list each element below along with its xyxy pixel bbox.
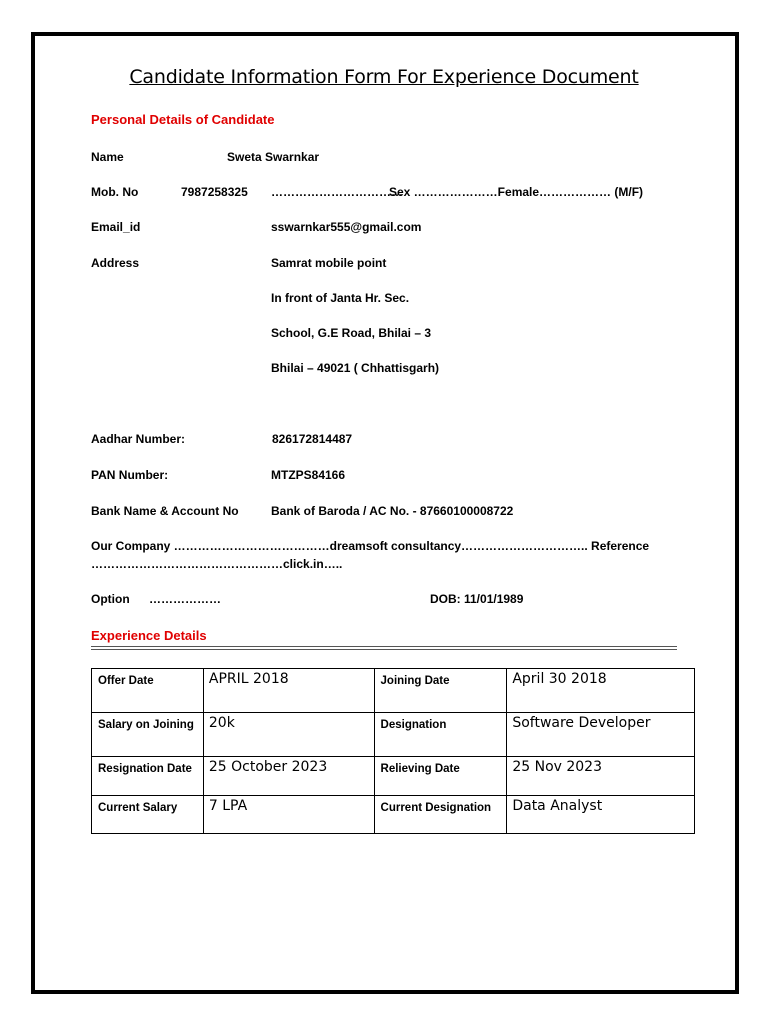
company-line-1: Our Company …………………………………dreamsoft consultancy………………………….. Reference xyxy=(91,539,650,553)
designation-value: Software Developer xyxy=(507,713,695,757)
current-designation-label: Current Designation xyxy=(374,796,507,834)
resignation-date-value: 25 October 2023 xyxy=(203,757,374,796)
table-row xyxy=(92,669,695,713)
relieving-date-value: 25 Nov 2023 xyxy=(507,757,695,796)
name-value: Sweta Swarnkar xyxy=(227,150,320,164)
table-row xyxy=(92,713,695,757)
form-title: Candidate Information Form For Experience Document xyxy=(129,66,639,88)
company-line-2: …………………………………………click.in….. xyxy=(91,557,343,571)
mob-value: 7987258325 xyxy=(181,185,248,199)
mob-dots: …………………………… xyxy=(271,185,403,199)
joining-date-label: Joining Date xyxy=(374,669,507,713)
heading-rule-bottom xyxy=(91,649,677,650)
option-value: ……………… xyxy=(149,592,221,606)
name-label: Name xyxy=(91,150,124,164)
address-line-2: In front of Janta Hr. Sec. xyxy=(271,291,410,305)
address-line-3: School, G.E Road, Bhilai – 3 xyxy=(271,326,432,340)
address-line-1: Samrat mobile point xyxy=(271,256,387,270)
address-label: Address xyxy=(91,256,140,270)
designation-label: Designation xyxy=(374,713,507,757)
experience-details-heading: Experience Details xyxy=(91,628,207,643)
offer-date-value: APRIL 2018 xyxy=(203,669,374,713)
experience-table xyxy=(91,668,695,834)
aadhar-label: Aadhar Number: xyxy=(91,432,186,446)
mob-label: Mob. No xyxy=(91,185,139,199)
relieving-date-label: Relieving Date xyxy=(374,757,507,796)
heading-rule-top xyxy=(91,646,677,647)
resignation-date-label: Resignation Date xyxy=(92,757,204,796)
option-label: Option xyxy=(91,592,130,606)
sex-field: Sex …………………Female……………… (M/F) xyxy=(389,185,644,199)
current-salary-label: Current Salary xyxy=(92,796,204,834)
pan-value: MTZPS84166 xyxy=(271,468,346,482)
dob-field: DOB: 11/01/1989 xyxy=(430,592,524,606)
table-row xyxy=(92,757,695,796)
aadhar-value: 826172814487 xyxy=(272,432,353,446)
joining-date-value: April 30 2018 xyxy=(507,669,695,713)
table-row xyxy=(92,796,695,834)
bank-label: Bank Name & Account No xyxy=(91,504,239,518)
bank-value: Bank of Baroda / AC No. - 87660100008722 xyxy=(271,504,514,518)
email-label: Email_id xyxy=(91,220,141,234)
salary-on-joining-label: Salary on Joining xyxy=(92,713,204,757)
email-value: sswarnkar555@gmail.com xyxy=(271,220,422,234)
salary-on-joining-value: 20k xyxy=(203,713,374,757)
pan-label: PAN Number: xyxy=(91,468,169,482)
current-salary-value: 7 LPA xyxy=(203,796,374,834)
offer-date-label: Offer Date xyxy=(92,669,204,713)
personal-details-heading: Personal Details of Candidate xyxy=(91,112,275,127)
address-line-4: Bhilai – 49021 ( Chhattisgarh) xyxy=(271,361,440,375)
current-designation-value: Data Analyst xyxy=(507,796,695,834)
